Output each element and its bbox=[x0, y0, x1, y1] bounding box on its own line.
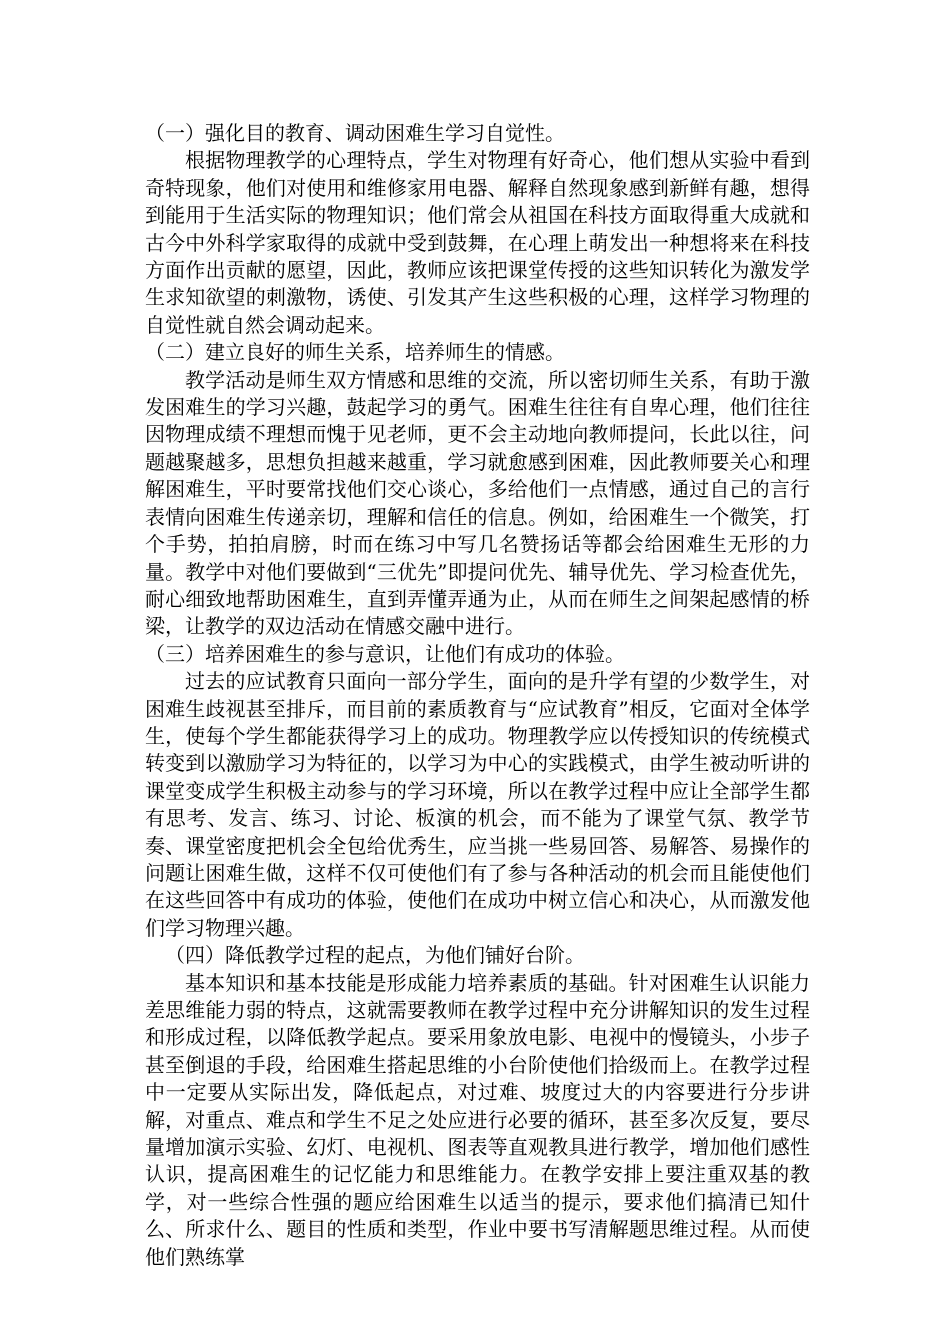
section-heading-2: （二）建立良好的师生关系，培养师生的情感。 bbox=[145, 340, 565, 365]
section-paragraph-2: 教学活动是师生双方情感和思维的交流，所以密切师生关系，有助于激发困难生的学习兴趣，鼓起学习的勇气。困难生往往有自卑心理，他们往往因物理成绩不理想而愧于见老师，更不会主动地向教师提问，长此以往，问题越聚越多，思想负担越来越重，学习就愈感到困难，因此教师要关心和理解困难生，平时要常找他们交心谈心，多给他们一点情感，通过自己的言行表情向困难生传递亲切，理解和信任的信息。例如，给困难生一个微笑，打个手势，拍拍肩膀，时而在练习中写几名赞扬话等都会给困难生无形的力量。教学中对他们要做到“三优先”即提问优先、辅导优先、学习检查优先，耐心细致地帮助困难生，直到弄懂弄通为止，从而在师生之间架起感情的桥梁，让教学的双边活动在情感交融中进行。 bbox=[145, 367, 810, 639]
section-heading-3: （三）培养困难生的参与意识，让他们有成功的体验。 bbox=[145, 641, 625, 666]
section-heading-1: （一）强化目的教育、调动困难生学习自觉性。 bbox=[145, 121, 565, 145]
section-paragraph-3: 过去的应试教育只面向一部分学生，面向的是升学有望的少数学生，对困难生歧视甚至排斥，而目前的素质教育与“应试教育”相反，它面对全体学生，使每个学生都能获得学习上的成功。物理教学应以传授知识的传统模式转变到以激励学习为特征的，以学习为中心的实践模式，由学生被动听讲的课堂变成学生积极主动参与的学习环境，所以在教学过程中应让全部学生都有思考、发言、练习、讨论、板演的机会，而不能为了课堂气氛、教学节奏、课堂密度把机会全包给优秀生，应当挑一些易回答、易解答、易操作的问题让困难生做，这样不仅可使他们有了参与各种活动的机会而且能使他们在这些回答中有成功的体验，使他们在成功中树立信心和决心，从而激发他们学习物理兴趣。 bbox=[145, 669, 810, 940]
section-paragraph-4: 基本知识和基本技能是形成能力培养素质的基础。针对困难生认识能力差思维能力弱的特点，这就需要教师在教学过程中充分讲解知识的发生过程和形成过程，以降低教学起点。要采用象放电影、电视中的慢镜头，小步子甚至倒退的手段，给困难生搭起思维的小台阶使他们拾级而上。在教学过程中一定要从实际出发，降低起点，对过难、坡度过大的内容要进行分步讲解，对重点、难点和学生不足之处应进行必要的循环，甚至多次反复，要尽量增加演示实验、幻灯、电视机、图表等直观教具进行教学，增加他们感性认识，提高困难生的记忆能力和思维能力。在教学安排上要注重双基的教学，对一些综合性强的题应给困难生以适当的提示，要求他们搞清已知什么、所求什么、题目的性质和类型，作业中要书写清解题思维过程。从而使他们熟练掌 bbox=[145, 970, 810, 1269]
section-paragraph-1: 根据物理教学的心理特点，学生对物理有好奇心，他们想从实验中看到奇特现象，他们对使用和维修家用电器、解释自然现象感到新鲜有趣，想得到能用于生活实际的物理知识；他们常会从祖国在科技方面取得重大成就和古今中外科学家取得的成就中受到鼓舞，在心理上萌发出一种想将来在科技方面作出贡献的愿望，因此，教师应该把课堂传授的这些知识转化为激发学生求知欲望的刺激物，诱使、引发其产生这些积极的心理，这样学习物理的自觉性就自然会调动起来。 bbox=[145, 148, 810, 337]
document-body bbox=[145, 120, 810, 1271]
section-heading-4: （四）降低教学过程的起点，为他们铺好台阶。 bbox=[165, 943, 585, 968]
